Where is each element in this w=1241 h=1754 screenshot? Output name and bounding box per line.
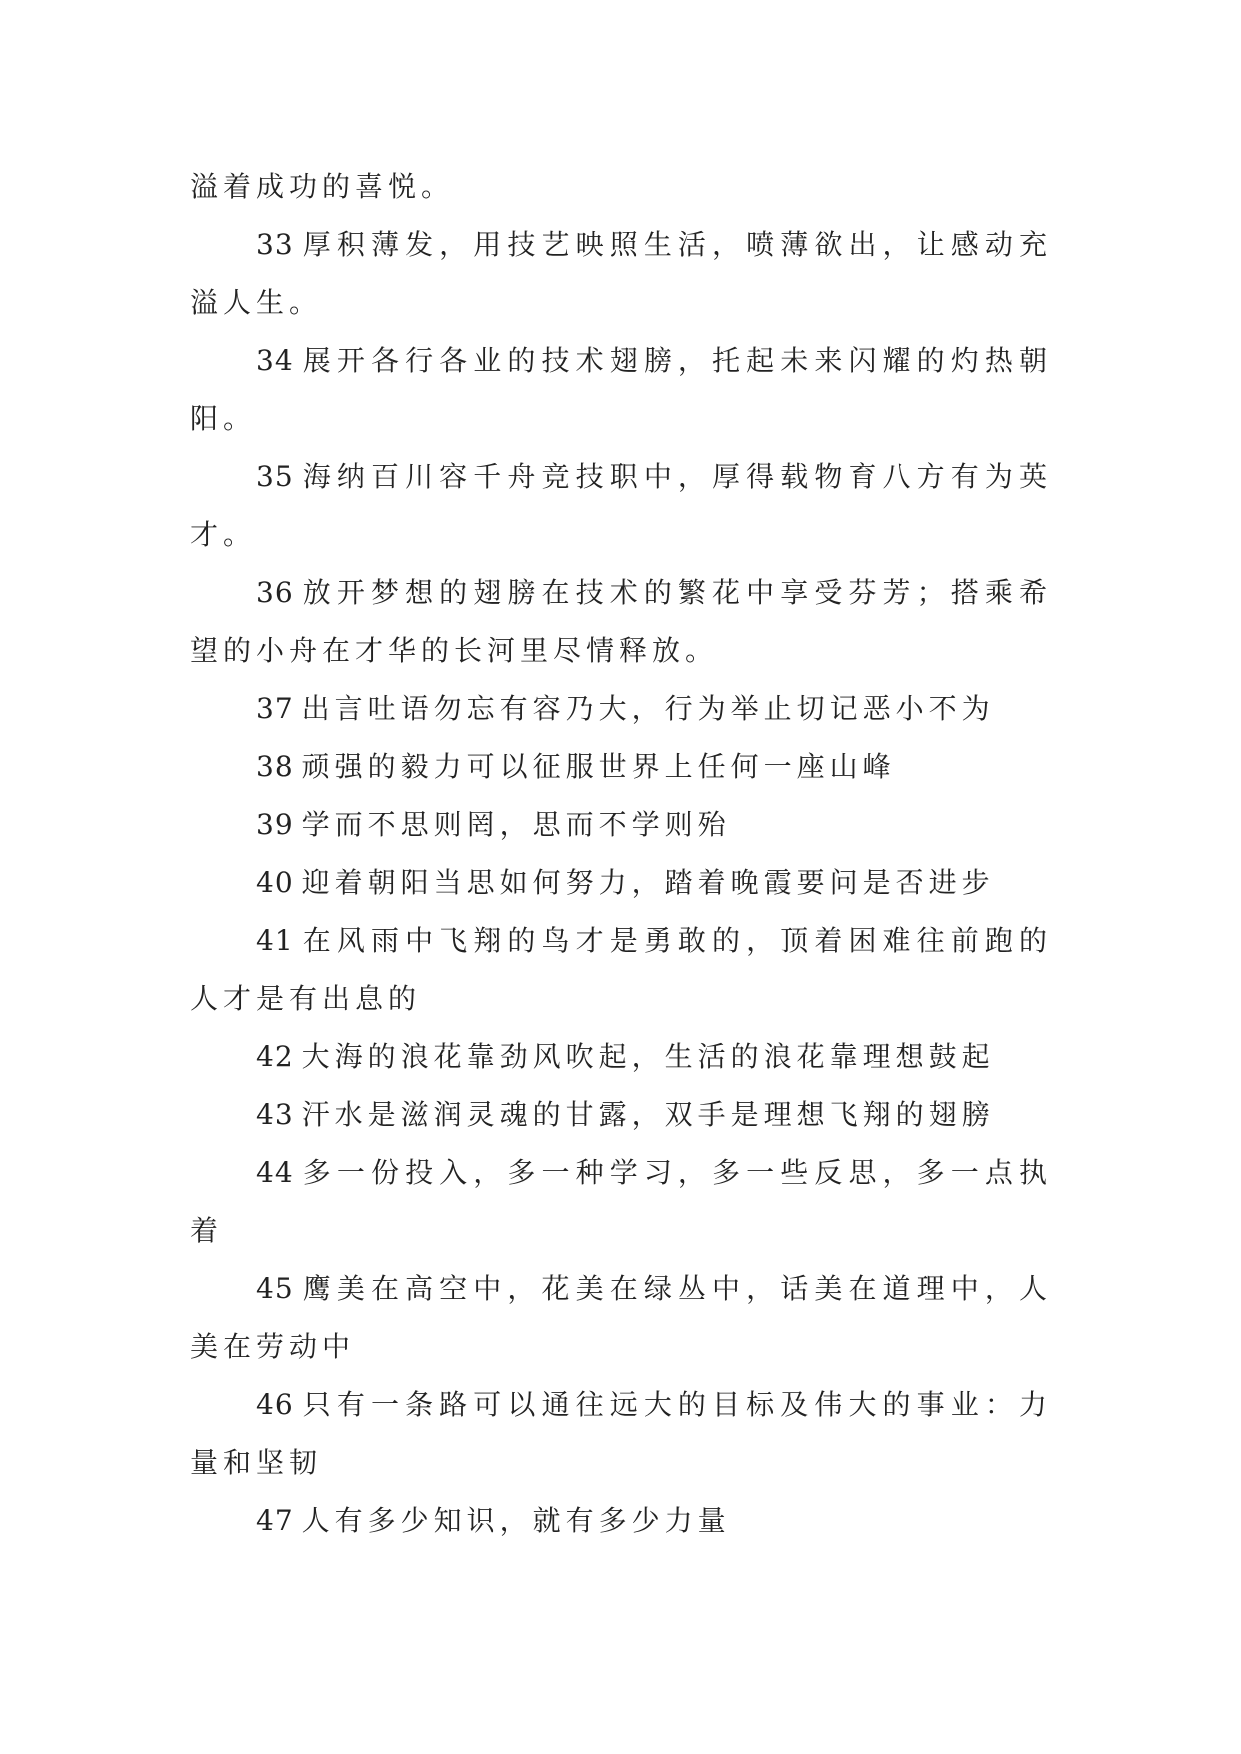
item-number: 47 (256, 1504, 294, 1537)
list-item-40 (190, 854, 1052, 912)
item-text: 厚积薄发，用技艺映照生活，喷薄欲出，让感动充溢人生。 (190, 228, 1052, 319)
item-number: 35 (256, 460, 294, 493)
item-number: 43 (256, 1098, 294, 1131)
list-item-45 (190, 1260, 1052, 1376)
item-text: 迎着朝阳当思如何努力，踏着晚霞要问是否进步 (301, 866, 995, 899)
document-body (190, 158, 1052, 1550)
item-text: 展开各行各业的技术翅膀，托起未来闪耀的灼热朝阳。 (190, 344, 1052, 435)
item-number: 40 (256, 866, 294, 899)
item-text: 在风雨中飞翔的鸟才是勇敢的，顶着困难往前跑的人才是有出息的 (190, 924, 1052, 1015)
item-text: 多一份投入，多一种学习，多一些反思，多一点执着 (190, 1156, 1052, 1247)
list-item-46 (190, 1376, 1052, 1492)
item-number: 44 (256, 1156, 294, 1189)
item-text: 鹰美在高空中，花美在绿丛中，话美在道理中，人美在劳动中 (190, 1272, 1052, 1363)
item-number: 45 (256, 1272, 294, 1305)
list-item-34 (190, 332, 1052, 448)
list-item-43 (190, 1086, 1052, 1144)
item-number: 33 (256, 228, 294, 261)
item-number: 39 (256, 808, 294, 841)
item-text: 海纳百川容千舟竞技职中，厚得载物育八方有为英才。 (190, 460, 1052, 551)
continued-paragraph: 溢着成功的喜悦。 (190, 170, 455, 203)
item-text: 顽强的毅力可以征服世界上任何一座山峰 (301, 750, 896, 783)
item-number: 36 (256, 576, 294, 609)
item-text: 放开梦想的翅膀在技术的繁花中享受芬芳；搭乘希望的小舟在才华的长河里尽情释放。 (190, 576, 1052, 667)
item-text: 人有多少知识，就有多少力量 (301, 1504, 731, 1537)
item-text: 学而不思则罔，思而不学则殆 (301, 808, 731, 841)
list-item-36 (190, 564, 1052, 680)
list-item-35 (190, 448, 1052, 564)
list-item-44 (190, 1144, 1052, 1260)
list-item-39 (190, 796, 1052, 854)
item-number: 41 (256, 924, 294, 957)
item-number: 37 (256, 692, 294, 725)
list-item-37 (190, 680, 1052, 738)
list-item-33 (190, 216, 1052, 332)
item-text: 只有一条路可以通往远大的目标及伟大的事业：力量和坚韧 (190, 1388, 1052, 1479)
item-text: 出言吐语勿忘有容乃大，行为举止切记恶小不为 (301, 692, 995, 725)
item-number: 42 (256, 1040, 294, 1073)
list-item-47 (190, 1492, 1052, 1550)
item-number: 34 (256, 344, 294, 377)
item-number: 46 (256, 1388, 294, 1421)
item-number: 38 (256, 750, 294, 783)
item-text: 汗水是滋润灵魂的甘露，双手是理想飞翔的翅膀 (301, 1098, 995, 1131)
list-item-41 (190, 912, 1052, 1028)
list-item-38 (190, 738, 1052, 796)
item-text: 大海的浪花靠劲风吹起，生活的浪花靠理想鼓起 (301, 1040, 995, 1073)
list-item-42 (190, 1028, 1052, 1086)
